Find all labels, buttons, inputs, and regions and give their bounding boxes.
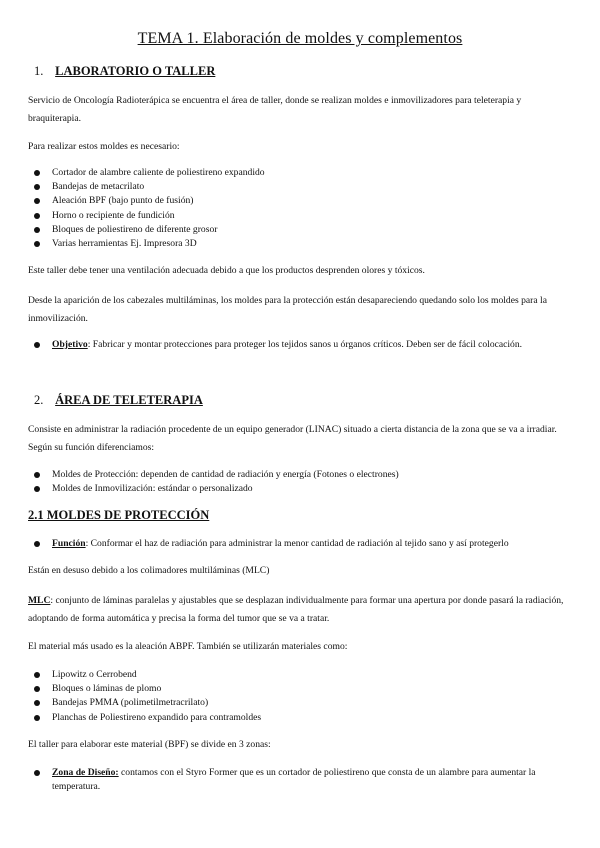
objective-item [34, 338, 582, 352]
mold-types-list [34, 468, 574, 496]
section-1-heading [34, 64, 215, 79]
list-item: Planchas de Poliestireno expandido para contramoldes [34, 711, 574, 725]
mlc-label: MLC [28, 595, 51, 606]
bullet-icon [34, 342, 40, 348]
bullet-icon [34, 227, 40, 233]
bullet-icon [34, 486, 40, 492]
function-item [34, 537, 582, 551]
section-1-intro: Servicio de Oncología Radioterápica se encuentra el área de taller, donde se realizan moldes e inmovilizadores para teleterapia y braquiterapia. [28, 95, 522, 124]
zones-paragraph: El taller para elaborar este material (BPF) se divide en 3 zonas: [28, 739, 271, 750]
function-label: Función [52, 538, 86, 549]
mlc-text: : conjunto de láminas paralelas y ajustables que se desplazan individualmente para formar una apertura por donde pasará la radiación, adoptando de forma automática y precisa la forma del tumor que se va a tratar. [28, 595, 564, 624]
design-zone-text: contamos con el Styro Former que es un cortador de poliestireno que consta de un alambre para aumentar la temperatura. [52, 767, 536, 792]
list-item: Lipowitz o Cerrobend [34, 668, 574, 682]
section-2-title: ÁREA DE TELETERAPIA [55, 393, 203, 407]
bullet-icon [34, 715, 40, 721]
materials-list [34, 668, 574, 725]
bullet-icon [34, 184, 40, 190]
disuse-paragraph: Están en desuso debido a los colimadores multiláminas (MLC) [28, 565, 270, 576]
bullet-icon [34, 770, 40, 776]
list-item: Moldes de Inmovilización: estándar o personalizado [34, 482, 574, 496]
material-paragraph: El material más usado es la aleación ABPF. También se utilizarán materiales como: [28, 641, 348, 652]
list-item: Aleación BPF (bajo punto de fusión) [34, 194, 574, 208]
objective-label: Objetivo [52, 339, 88, 350]
section-1-title: LABORATORIO O TALLER [55, 64, 216, 78]
bullet-icon [34, 241, 40, 247]
section-2-heading [34, 393, 203, 408]
section-2-number: 2. [34, 393, 44, 407]
bullet-icon [34, 541, 40, 547]
list-item: Bloques de poliestireno de diferente grosor [34, 223, 574, 237]
list-item: Bandejas de metacrilato [34, 180, 574, 194]
bullet-icon [34, 700, 40, 706]
list-item: Bandejas PMMA (polimetilmetracrilato) [34, 696, 574, 710]
bullet-icon [34, 472, 40, 478]
list-item: Moldes de Protección: dependen de cantidad de radiación y energía (Fotones o electrones) [34, 468, 574, 482]
list-item: Cortador de alambre caliente de poliestireno expandido [34, 166, 574, 180]
ventilation-paragraph: Este taller debe tener una ventilación adecuada debido a que los productos desprenden olores y tóxicos. [28, 265, 425, 276]
section-2-intro: Consiste en administrar la radiación procedente de un equipo generador (LINAC) situado a cierta distancia de la zona que se va a irradiar. Según su función diferenciamos: [28, 424, 557, 453]
bullet-icon [34, 170, 40, 176]
function-text: : Conformar el haz de radiación para administrar la menor cantidad de radiación al tejido sano y así protegerlo [85, 538, 509, 549]
objective-text: : Fabricar y montar protecciones para proteger los tejidos sanos u órganos críticos. Deben ser de fácil colocación. [87, 339, 523, 350]
list-item: Varias herramientas Ej. Impresora 3D [34, 237, 574, 251]
mlc-paragraph [28, 592, 568, 628]
section-1-number: 1. [34, 64, 44, 78]
bullet-icon [34, 686, 40, 692]
multileaf-paragraph: Desde la aparición de los cabezales multiláminas, los moldes para la protección están desapareciendo quedando solo los moldes para la inmovilización. [28, 295, 547, 324]
bullet-icon [34, 198, 40, 204]
page-title: TEMA 1. Elaboración de moldes y complementos [137, 30, 463, 47]
list-item: Bloques o láminas de plomo [34, 682, 574, 696]
design-zone-label: Zona de Diseño: [52, 767, 119, 778]
list-item: Horno o recipiente de fundición [34, 209, 574, 223]
design-zone-item [34, 766, 582, 794]
section-1-needed: Para realizar estos moldes es necesario: [28, 141, 180, 152]
section-2-1-heading: 2.1 MOLDES DE PROTECCIÓN [28, 508, 210, 522]
bullet-icon [34, 672, 40, 678]
bullet-icon [34, 213, 40, 219]
tools-list [34, 166, 574, 251]
